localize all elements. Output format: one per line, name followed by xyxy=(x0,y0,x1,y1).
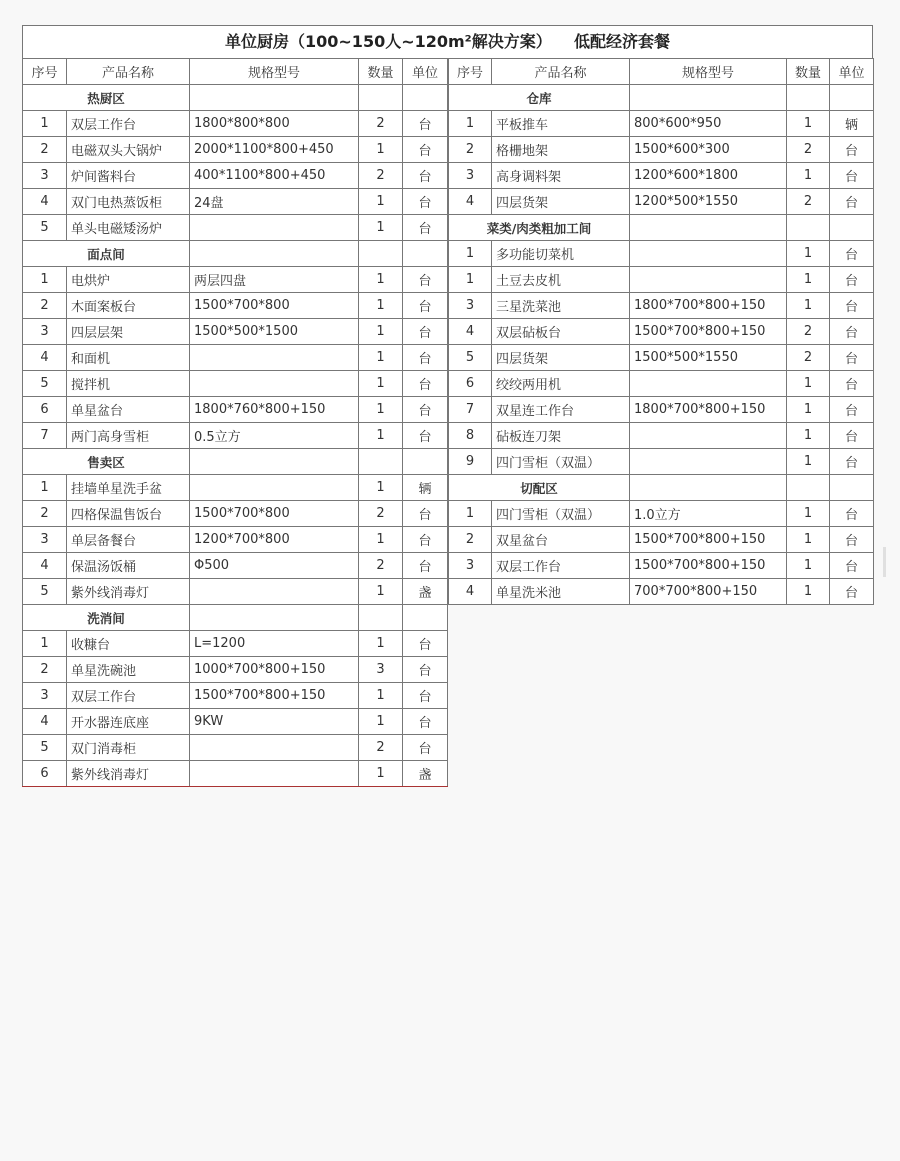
item-no: 6 xyxy=(23,397,67,423)
table-row xyxy=(449,137,874,163)
item-name: 双层砧板台 xyxy=(492,319,630,345)
empty-cell xyxy=(787,475,830,501)
table-row xyxy=(23,137,448,163)
item-no: 8 xyxy=(449,423,492,449)
item-unit: 台 xyxy=(830,163,874,189)
item-qty: 1 xyxy=(787,267,830,293)
table-row xyxy=(449,345,874,371)
item-spec: 2000*1100*800+450 xyxy=(190,137,359,163)
item-unit: 台 xyxy=(830,345,874,371)
item-qty: 1 xyxy=(359,189,403,215)
table-row xyxy=(23,215,448,241)
section-title: 售卖区 xyxy=(23,449,190,475)
table-row xyxy=(23,163,448,189)
item-no: 5 xyxy=(23,371,67,397)
col-header-spec: 规格型号 xyxy=(630,59,787,85)
item-spec: 0.5立方 xyxy=(190,423,359,449)
item-name: 双门电热蒸饭柜 xyxy=(67,189,190,215)
item-spec: Φ500 xyxy=(190,553,359,579)
item-no: 6 xyxy=(23,761,67,787)
item-qty: 1 xyxy=(359,761,403,787)
item-spec: 两层四盘 xyxy=(190,267,359,293)
item-unit: 台 xyxy=(403,371,448,397)
section-header-row xyxy=(23,449,448,475)
item-no: 4 xyxy=(449,579,492,605)
item-unit: 台 xyxy=(403,163,448,189)
item-qty: 2 xyxy=(787,189,830,215)
item-spec xyxy=(630,423,787,449)
empty-cell xyxy=(403,241,448,267)
table-row xyxy=(449,163,874,189)
item-spec xyxy=(190,579,359,605)
col-header-unit: 单位 xyxy=(830,59,874,85)
item-name: 炉间酱料台 xyxy=(67,163,190,189)
item-name: 四层货架 xyxy=(492,345,630,371)
item-name: 双层工作台 xyxy=(492,553,630,579)
item-name: 四门雪柜（双温） xyxy=(492,449,630,475)
empty-cell xyxy=(630,215,787,241)
item-no: 1 xyxy=(449,267,492,293)
item-unit: 台 xyxy=(403,553,448,579)
item-qty: 1 xyxy=(787,111,830,137)
item-unit: 台 xyxy=(830,579,874,605)
item-no: 2 xyxy=(23,293,67,319)
table-row xyxy=(449,501,874,527)
empty-cell xyxy=(359,241,403,267)
item-name: 绞绞两用机 xyxy=(492,371,630,397)
item-name: 平板推车 xyxy=(492,111,630,137)
item-spec: 1500*500*1550 xyxy=(630,345,787,371)
item-no: 1 xyxy=(23,111,67,137)
table-row xyxy=(23,371,448,397)
item-qty: 1 xyxy=(359,319,403,345)
table-row xyxy=(449,189,874,215)
item-qty: 1 xyxy=(787,501,830,527)
item-unit: 台 xyxy=(830,449,874,475)
item-no: 3 xyxy=(23,527,67,553)
table-row xyxy=(23,345,448,371)
item-spec: 1500*700*800+150 xyxy=(630,319,787,345)
item-no: 3 xyxy=(449,163,492,189)
item-qty: 2 xyxy=(359,111,403,137)
right-equipment-table xyxy=(448,58,874,605)
item-unit: 台 xyxy=(830,293,874,319)
empty-cell xyxy=(630,475,787,501)
item-name: 四层货架 xyxy=(492,189,630,215)
item-name: 双门消毒柜 xyxy=(67,735,190,761)
item-unit: 台 xyxy=(403,319,448,345)
item-unit: 台 xyxy=(830,553,874,579)
item-qty: 2 xyxy=(787,319,830,345)
table-row xyxy=(23,579,448,605)
item-no: 7 xyxy=(449,397,492,423)
table-row xyxy=(23,527,448,553)
col-header-spec: 规格型号 xyxy=(190,59,359,85)
item-spec: 400*1100*800+450 xyxy=(190,163,359,189)
item-qty: 1 xyxy=(787,397,830,423)
col-header-qty: 数量 xyxy=(359,59,403,85)
table-row xyxy=(23,189,448,215)
item-qty: 1 xyxy=(359,683,403,709)
col-header-no: 序号 xyxy=(449,59,492,85)
item-unit: 台 xyxy=(403,527,448,553)
item-name: 收糠台 xyxy=(67,631,190,657)
item-name: 单头电磁矮汤炉 xyxy=(67,215,190,241)
item-qty: 1 xyxy=(359,397,403,423)
col-header-name: 产品名称 xyxy=(492,59,630,85)
item-qty: 1 xyxy=(787,163,830,189)
section-header-row xyxy=(449,475,874,501)
section-title: 热厨区 xyxy=(23,85,190,111)
item-spec: 1800*800*800 xyxy=(190,111,359,137)
item-no: 1 xyxy=(23,631,67,657)
item-spec: 1200*600*1800 xyxy=(630,163,787,189)
item-unit: 台 xyxy=(830,397,874,423)
item-spec xyxy=(190,215,359,241)
table-row xyxy=(23,501,448,527)
item-qty: 1 xyxy=(787,241,830,267)
col-header-unit: 单位 xyxy=(403,59,448,85)
table-row xyxy=(23,423,448,449)
item-no: 4 xyxy=(23,189,67,215)
item-name: 电烘炉 xyxy=(67,267,190,293)
item-name: 保温汤饭桶 xyxy=(67,553,190,579)
item-name: 单星洗米池 xyxy=(492,579,630,605)
item-no: 2 xyxy=(449,527,492,553)
item-name: 土豆去皮机 xyxy=(492,267,630,293)
item-no: 3 xyxy=(23,319,67,345)
table-row xyxy=(449,241,874,267)
table-row xyxy=(23,761,448,787)
item-no: 3 xyxy=(23,163,67,189)
sheet-title: 单位厨房（100~150人~120m²解决方案） 低配经济套餐 xyxy=(22,25,873,59)
item-name: 双层工作台 xyxy=(67,683,190,709)
item-name: 双星盆台 xyxy=(492,527,630,553)
item-qty: 1 xyxy=(359,423,403,449)
empty-cell xyxy=(403,605,448,631)
item-no: 5 xyxy=(23,579,67,605)
item-unit: 盏 xyxy=(403,579,448,605)
item-name: 电磁双头大锅炉 xyxy=(67,137,190,163)
empty-cell xyxy=(403,449,448,475)
item-spec xyxy=(630,371,787,397)
empty-cell xyxy=(630,85,787,111)
item-unit: 台 xyxy=(403,709,448,735)
empty-cell xyxy=(359,605,403,631)
item-name: 单星盆台 xyxy=(67,397,190,423)
item-qty: 1 xyxy=(359,267,403,293)
item-no: 3 xyxy=(23,683,67,709)
item-qty: 3 xyxy=(359,657,403,683)
item-unit: 台 xyxy=(403,215,448,241)
table-row xyxy=(23,267,448,293)
item-qty: 1 xyxy=(359,137,403,163)
item-no: 2 xyxy=(23,501,67,527)
item-name: 砧板连刀架 xyxy=(492,423,630,449)
item-spec: 1800*700*800+150 xyxy=(630,397,787,423)
item-qty: 1 xyxy=(359,345,403,371)
item-unit: 台 xyxy=(403,397,448,423)
empty-cell xyxy=(830,85,874,111)
item-unit: 台 xyxy=(403,267,448,293)
item-spec: 24盘 xyxy=(190,189,359,215)
item-unit: 台 xyxy=(403,657,448,683)
table-row xyxy=(449,397,874,423)
table-row xyxy=(23,293,448,319)
item-qty: 2 xyxy=(359,553,403,579)
table-row xyxy=(449,423,874,449)
item-no: 4 xyxy=(23,709,67,735)
item-spec: 1800*760*800+150 xyxy=(190,397,359,423)
table-row xyxy=(23,657,448,683)
item-name: 木面案板台 xyxy=(67,293,190,319)
item-name: 搅拌机 xyxy=(67,371,190,397)
item-qty: 1 xyxy=(787,293,830,319)
item-unit: 台 xyxy=(403,683,448,709)
empty-cell xyxy=(830,475,874,501)
item-no: 4 xyxy=(23,345,67,371)
item-unit: 台 xyxy=(403,735,448,761)
left-equipment-table xyxy=(22,58,448,787)
section-header-row xyxy=(23,605,448,631)
header-row xyxy=(449,59,874,85)
item-name: 单星洗碗池 xyxy=(67,657,190,683)
section-header-row xyxy=(23,241,448,267)
item-name: 紫外线消毒灯 xyxy=(67,761,190,787)
item-qty: 1 xyxy=(787,449,830,475)
item-name: 格栅地架 xyxy=(492,137,630,163)
item-no: 1 xyxy=(449,241,492,267)
item-no: 4 xyxy=(449,189,492,215)
item-name: 四格保温售饭台 xyxy=(67,501,190,527)
empty-cell xyxy=(787,85,830,111)
item-spec xyxy=(190,735,359,761)
table-row xyxy=(449,293,874,319)
item-no: 9 xyxy=(449,449,492,475)
section-title: 洗消间 xyxy=(23,605,190,631)
item-spec: 1000*700*800+150 xyxy=(190,657,359,683)
item-qty: 1 xyxy=(787,371,830,397)
item-name: 两门高身雪柜 xyxy=(67,423,190,449)
item-qty: 1 xyxy=(787,423,830,449)
item-no: 6 xyxy=(449,371,492,397)
item-unit: 台 xyxy=(830,267,874,293)
section-header-row xyxy=(23,85,448,111)
item-unit: 盏 xyxy=(403,761,448,787)
item-unit: 台 xyxy=(830,501,874,527)
item-unit: 台 xyxy=(830,423,874,449)
item-qty: 1 xyxy=(359,293,403,319)
item-unit: 台 xyxy=(403,293,448,319)
item-no: 3 xyxy=(449,553,492,579)
empty-cell xyxy=(359,85,403,111)
item-qty: 2 xyxy=(359,735,403,761)
item-spec: 1500*700*800+150 xyxy=(630,553,787,579)
item-no: 5 xyxy=(23,735,67,761)
item-spec xyxy=(190,345,359,371)
table-row xyxy=(23,631,448,657)
item-name: 单层备餐台 xyxy=(67,527,190,553)
item-qty: 1 xyxy=(787,579,830,605)
item-spec: 1200*500*1550 xyxy=(630,189,787,215)
table-row xyxy=(23,111,448,137)
item-unit: 台 xyxy=(830,371,874,397)
section-title: 切配区 xyxy=(449,475,630,501)
empty-cell xyxy=(359,449,403,475)
section-title: 菜类/肉类粗加工间 xyxy=(449,215,630,241)
table-row xyxy=(449,553,874,579)
empty-cell xyxy=(190,449,359,475)
section-header-row xyxy=(449,215,874,241)
item-unit: 辆 xyxy=(830,111,874,137)
item-name: 和面机 xyxy=(67,345,190,371)
item-spec xyxy=(190,761,359,787)
table-row xyxy=(23,709,448,735)
item-spec: 1800*700*800+150 xyxy=(630,293,787,319)
item-no: 5 xyxy=(23,215,67,241)
table-row xyxy=(449,267,874,293)
item-name: 双层工作台 xyxy=(67,111,190,137)
item-unit: 台 xyxy=(403,111,448,137)
empty-cell xyxy=(190,241,359,267)
item-name: 双星连工作台 xyxy=(492,397,630,423)
item-no: 2 xyxy=(23,657,67,683)
item-spec: 800*600*950 xyxy=(630,111,787,137)
item-unit: 台 xyxy=(830,189,874,215)
col-header-qty: 数量 xyxy=(787,59,830,85)
item-qty: 1 xyxy=(359,475,403,501)
item-qty: 2 xyxy=(787,137,830,163)
item-qty: 1 xyxy=(359,709,403,735)
item-unit: 台 xyxy=(403,345,448,371)
table-row xyxy=(23,683,448,709)
table-row xyxy=(449,579,874,605)
empty-cell xyxy=(190,605,359,631)
item-spec: L=1200 xyxy=(190,631,359,657)
item-name: 紫外线消毒灯 xyxy=(67,579,190,605)
item-spec: 1500*700*800+150 xyxy=(190,683,359,709)
item-name: 挂墙单星洗手盆 xyxy=(67,475,190,501)
item-unit: 台 xyxy=(830,319,874,345)
item-qty: 1 xyxy=(359,527,403,553)
item-no: 5 xyxy=(449,345,492,371)
item-no: 1 xyxy=(23,475,67,501)
item-spec: 1500*700*800 xyxy=(190,501,359,527)
item-unit: 台 xyxy=(830,241,874,267)
item-spec xyxy=(630,267,787,293)
item-spec: 1.0立方 xyxy=(630,501,787,527)
col-header-no: 序号 xyxy=(23,59,67,85)
table-row xyxy=(23,553,448,579)
equipment-list-sheet xyxy=(22,25,873,795)
table-row xyxy=(449,449,874,475)
col-header-name: 产品名称 xyxy=(67,59,190,85)
item-unit: 台 xyxy=(403,501,448,527)
item-unit: 台 xyxy=(403,189,448,215)
section-title: 仓库 xyxy=(449,85,630,111)
item-no: 4 xyxy=(23,553,67,579)
item-name: 四门雪柜（双温） xyxy=(492,501,630,527)
item-name: 四层层架 xyxy=(67,319,190,345)
item-spec xyxy=(630,241,787,267)
item-no: 4 xyxy=(449,319,492,345)
table-row xyxy=(23,319,448,345)
item-spec: 1500*700*800 xyxy=(190,293,359,319)
table-row xyxy=(23,475,448,501)
empty-cell xyxy=(403,85,448,111)
item-qty: 2 xyxy=(359,163,403,189)
item-unit: 台 xyxy=(403,137,448,163)
item-unit: 台 xyxy=(403,631,448,657)
item-qty: 1 xyxy=(787,527,830,553)
table-row xyxy=(449,319,874,345)
item-no: 3 xyxy=(449,293,492,319)
item-no: 1 xyxy=(449,111,492,137)
item-qty: 1 xyxy=(787,553,830,579)
item-unit: 台 xyxy=(403,423,448,449)
item-spec xyxy=(190,475,359,501)
table-row xyxy=(23,735,448,761)
item-name: 多功能切菜机 xyxy=(492,241,630,267)
item-unit: 台 xyxy=(830,527,874,553)
table-row xyxy=(23,397,448,423)
item-name: 三星洗菜池 xyxy=(492,293,630,319)
item-qty: 1 xyxy=(359,579,403,605)
empty-cell xyxy=(190,85,359,111)
item-spec: 1500*500*1500 xyxy=(190,319,359,345)
item-spec: 1500*600*300 xyxy=(630,137,787,163)
item-name: 开水器连底座 xyxy=(67,709,190,735)
empty-cell xyxy=(830,215,874,241)
empty-cell xyxy=(787,215,830,241)
table-row xyxy=(449,371,874,397)
item-spec xyxy=(630,449,787,475)
item-unit: 辆 xyxy=(403,475,448,501)
section-header-row xyxy=(449,85,874,111)
item-no: 1 xyxy=(449,501,492,527)
item-spec: 1500*700*800+150 xyxy=(630,527,787,553)
section-title: 面点间 xyxy=(23,241,190,267)
scroll-edge-marker xyxy=(883,547,886,577)
item-qty: 1 xyxy=(359,371,403,397)
item-spec: 9KW xyxy=(190,709,359,735)
item-qty: 1 xyxy=(359,215,403,241)
item-qty: 2 xyxy=(787,345,830,371)
item-spec xyxy=(190,371,359,397)
item-qty: 1 xyxy=(359,631,403,657)
item-no: 2 xyxy=(23,137,67,163)
item-spec: 1200*700*800 xyxy=(190,527,359,553)
header-row xyxy=(23,59,448,85)
item-unit: 台 xyxy=(830,137,874,163)
table-row xyxy=(449,111,874,137)
table-row xyxy=(449,527,874,553)
item-no: 1 xyxy=(23,267,67,293)
item-no: 2 xyxy=(449,137,492,163)
item-name: 高身调料架 xyxy=(492,163,630,189)
item-qty: 2 xyxy=(359,501,403,527)
item-no: 7 xyxy=(23,423,67,449)
item-spec: 700*700*800+150 xyxy=(630,579,787,605)
